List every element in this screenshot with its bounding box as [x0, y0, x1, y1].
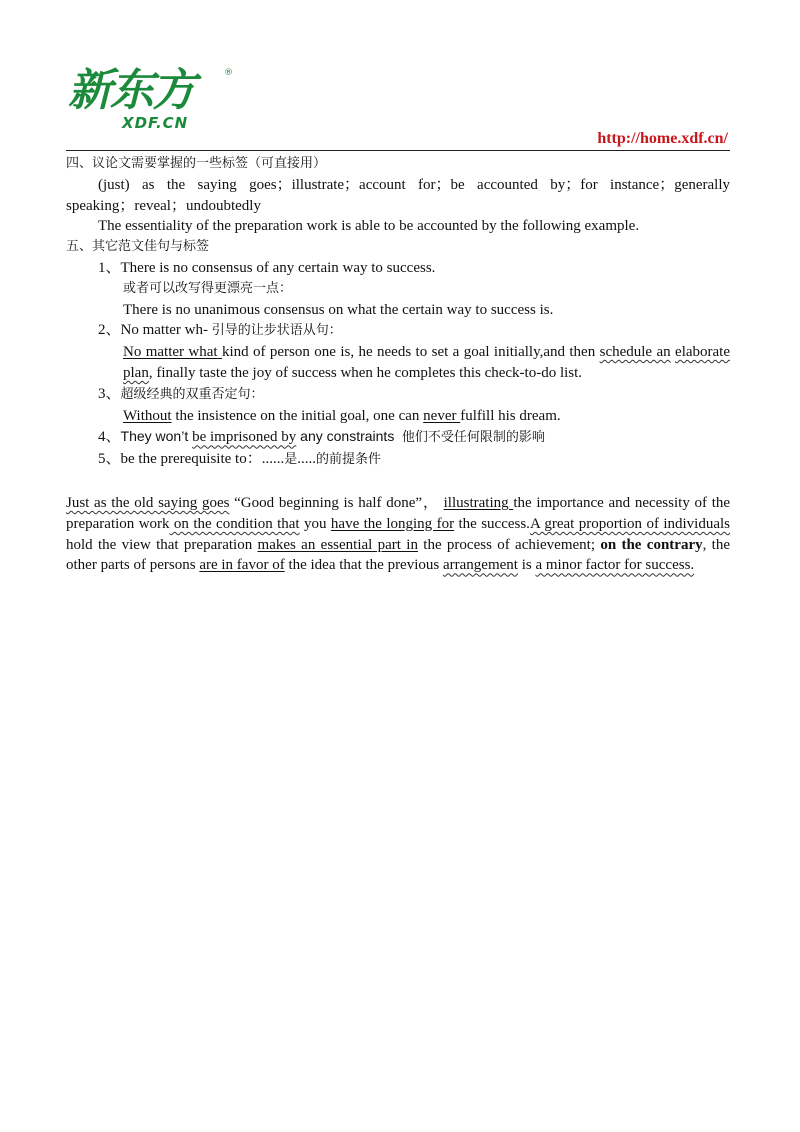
item3-ex-text-2: fulfill his dream.: [460, 407, 561, 424]
item2-text-cn: 引导的让步状语从句：: [211, 323, 342, 339]
item5-cn-2: 的前提条件: [316, 452, 382, 468]
essay-phrase-15: are in favor of: [199, 557, 285, 574]
item2-ex-text-2: , finally taste the joy of success when he completes this check-to-do list.: [148, 364, 583, 381]
section4-example: The essentiality of the preparation work is able to be accounted by the following example.: [98, 218, 640, 235]
section5-heading: 五、其它范文佳句与标签: [66, 239, 210, 255]
header-divider: [66, 150, 730, 151]
item3: [66, 384, 730, 406]
section4-phrases: [66, 175, 730, 196]
essay-text-16: the idea that the previous: [284, 557, 443, 574]
item2-underline-1: No matter what: [123, 344, 222, 361]
essay-phrase-7: have the longing for: [330, 515, 455, 532]
item4-underline: be imprisoned by: [192, 429, 297, 446]
item5-num: 5、: [98, 451, 121, 468]
essay-text-8: the success.: [454, 515, 530, 532]
essay-text-2: “Good beginning is half done”，: [229, 494, 439, 511]
essay-phrase-9: A great proportion of individuals: [529, 515, 730, 532]
item5-dots: .....: [297, 451, 316, 468]
item1: [66, 258, 730, 279]
essay-text-12: the process of achievement;: [417, 536, 601, 553]
item3-text-cn: 超级经典的双重否定句：: [120, 386, 264, 402]
item4-text-1: They won’t: [120, 428, 193, 445]
item2-underline-3: elaborate plan: [123, 344, 730, 381]
phrases-line1: (just) as the saying goes；illustrate；account for；be accounted by；for instance；generally: [98, 176, 730, 193]
essay-text-18: is: [517, 557, 536, 574]
essay-paragraph: [66, 493, 730, 576]
essay-phrase-17: arrangement: [442, 557, 518, 574]
item1-note: 或者可以改写得更漂亮一点：: [123, 280, 293, 296]
logo-english-text: XDF.CN: [122, 114, 189, 132]
essay-text-14: , the other parts of persons: [66, 536, 731, 574]
phrases-line2: speaking；reveal；undoubtedly: [66, 197, 261, 214]
item2-example: [66, 342, 730, 384]
logo-chinese-text: 新东方: [68, 65, 194, 116]
document-body: [66, 154, 730, 576]
item2: [66, 320, 730, 342]
item4-cn: 他们不受任何限制的影响: [401, 430, 545, 446]
item3-ex-text-1: the insistence on the initial goal, one can: [171, 407, 424, 424]
registered-mark: ®: [224, 68, 233, 78]
item5-en: be the prerequisite to：......: [120, 451, 285, 468]
essay-phrase-11: makes an essential part in: [257, 536, 418, 553]
item5: [66, 449, 730, 471]
item2-text-en: No matter wh-: [120, 322, 208, 339]
essay-text-10: hold the view that preparation: [66, 536, 258, 553]
header-url-link[interactable]: http://home.xdf.cn/: [597, 130, 728, 147]
essay-phrase-1: Just as the old saying goes: [66, 494, 230, 511]
item4-text-2: any constraints: [296, 428, 395, 445]
item1-num: 1、: [98, 259, 121, 276]
essay-phrase-19: a minor factor for success.: [535, 557, 695, 574]
item2-ex-text-1: kind of person one is, he needs to set a goal initially,and then: [221, 344, 600, 361]
item3-underline-2: never: [423, 407, 461, 424]
item3-example: [66, 406, 730, 427]
xdf-logo: [68, 65, 238, 138]
essay-text-6: you: [299, 515, 331, 532]
item3-num: 3、: [98, 385, 121, 402]
essay-text-4: the importance and necessity of the preparation work: [66, 494, 731, 532]
item5-cn-1: 是: [284, 452, 298, 468]
item4: [66, 426, 730, 449]
item1-text: There is no consensus of any certain way to success.: [120, 259, 436, 276]
item1-rewrite: There is no unanimous consensus on what the certain way to success is.: [123, 301, 554, 318]
item3-underline-1: Without: [123, 407, 172, 424]
essay-phrase-5: on the condition that: [169, 515, 300, 532]
section4-heading: 四、议论文需要掌握的一些标签（可直接用）: [66, 156, 327, 171]
item2-num: 2、: [98, 322, 121, 339]
essay-phrase-3: illustrating: [443, 494, 514, 511]
item2-underline-2: schedule an: [599, 344, 671, 361]
item4-num: 4、: [98, 429, 121, 446]
essay-bold-13: on the contrary: [600, 536, 703, 553]
